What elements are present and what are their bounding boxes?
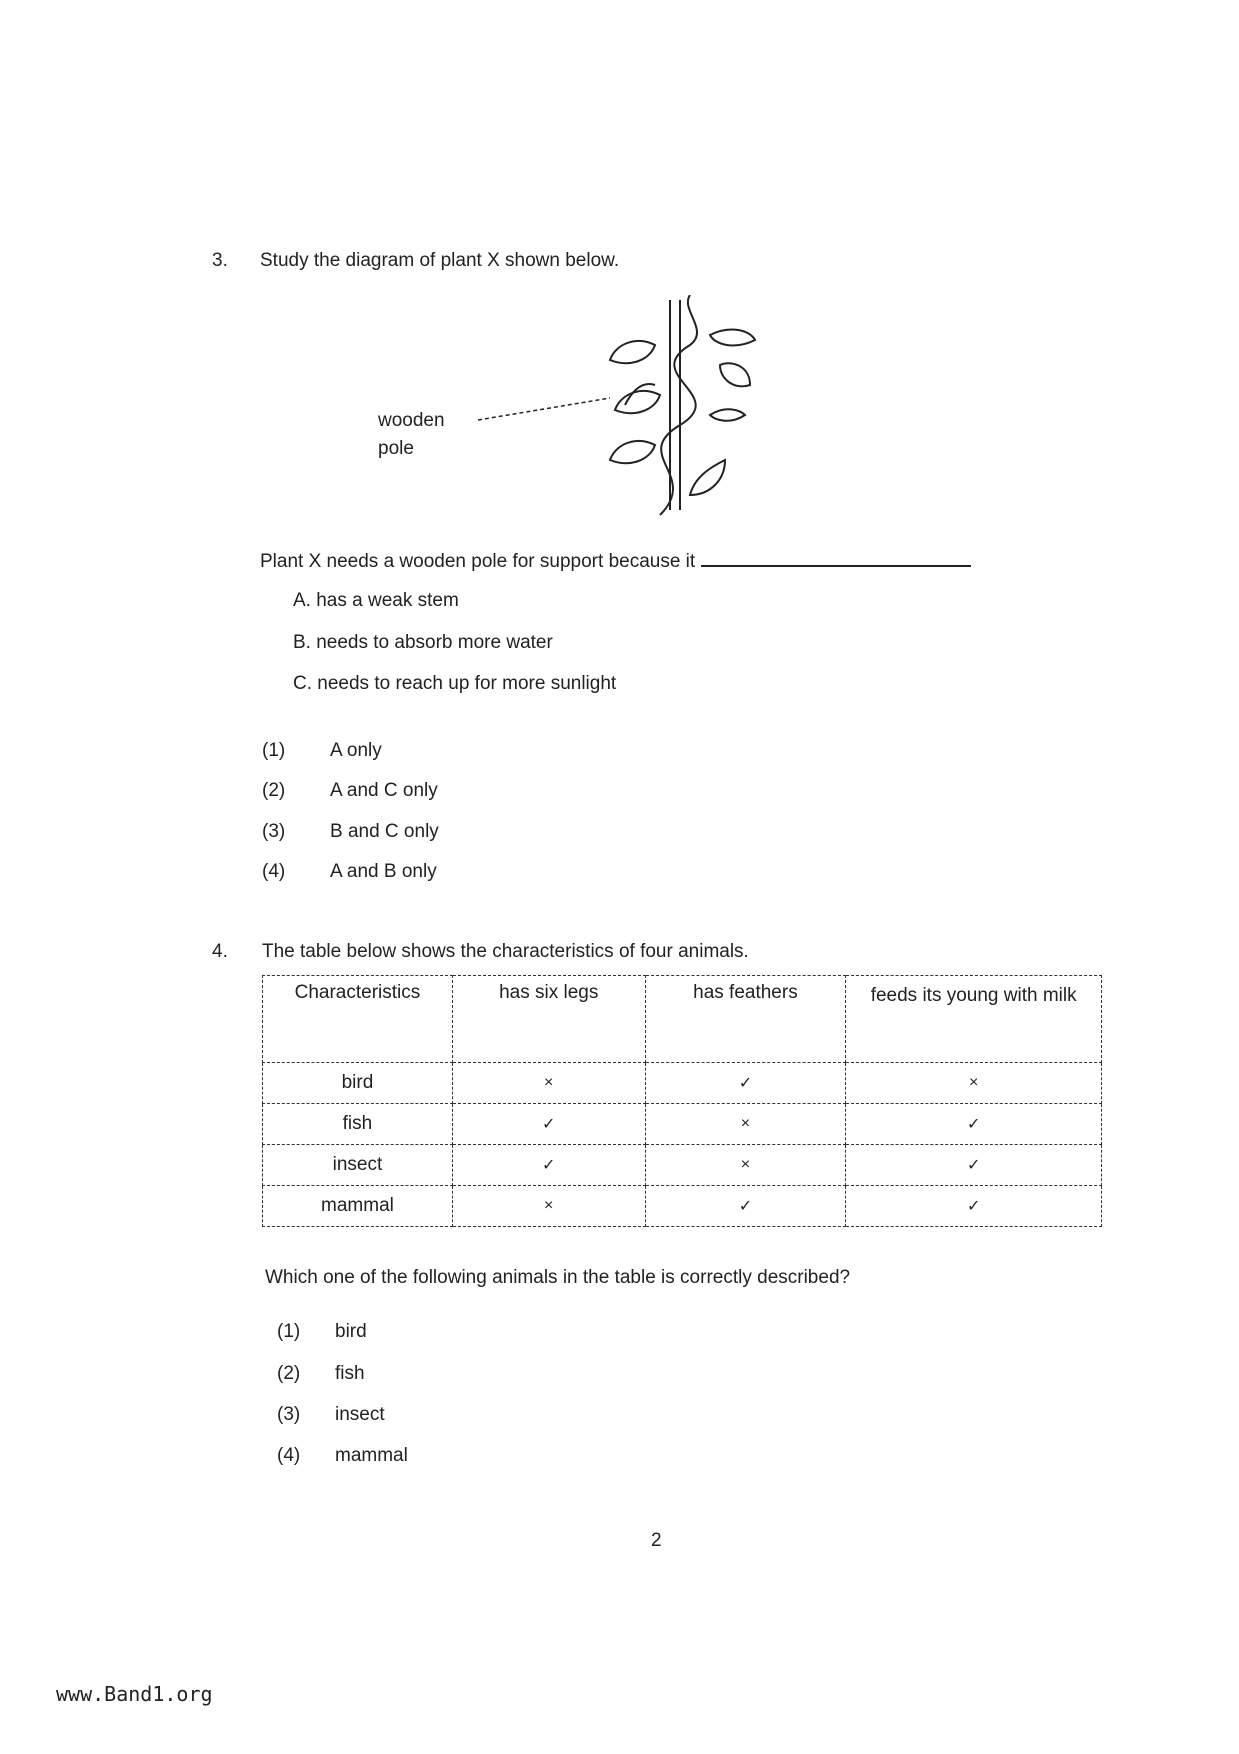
answer-blank	[701, 565, 971, 567]
footer-url: www.Band1.org	[56, 1682, 213, 1706]
mark-cell: ×	[452, 1186, 645, 1227]
q3-stem-text: Plant X needs a wooden pole for support because it	[260, 551, 696, 572]
table-row	[263, 1186, 1102, 1227]
mark-cell: ✓	[452, 1104, 645, 1145]
label-pole: pole	[378, 438, 414, 459]
q3-option-num: (4)	[262, 861, 286, 882]
q4-option-num: (4)	[277, 1445, 301, 1466]
q4-option-num: (2)	[277, 1363, 301, 1384]
mark-cell: ✓	[846, 1186, 1102, 1227]
header-cell: feeds its young with milk	[846, 976, 1102, 1063]
q3-option-num: (2)	[262, 780, 286, 801]
animal-cell: mammal	[263, 1186, 453, 1227]
table-row	[263, 1145, 1102, 1186]
q3-option[interactable]: A and B only	[330, 861, 437, 882]
q3-prompt: Study the diagram of plant X shown below.	[260, 250, 620, 271]
q3-option-num: (3)	[262, 821, 286, 842]
q4-number: 4.	[212, 941, 228, 962]
q3-option[interactable]: A only	[330, 740, 382, 761]
header-cell: has six legs	[452, 976, 645, 1063]
q3-stem	[260, 551, 971, 573]
animal-cell: fish	[263, 1104, 453, 1145]
label-pointer-line	[470, 395, 620, 425]
q3-option[interactable]: B and C only	[330, 821, 439, 842]
animal-characteristics-table	[262, 975, 1102, 1227]
header-cell: Characteristics	[263, 976, 453, 1063]
mark-cell: ×	[452, 1063, 645, 1104]
q4-option[interactable]: mammal	[335, 1445, 408, 1466]
q4-option[interactable]: insect	[335, 1404, 385, 1425]
q3-number: 3.	[212, 250, 228, 271]
q3-option[interactable]: A and C only	[330, 780, 438, 801]
mark-cell: ×	[645, 1145, 846, 1186]
mark-cell: ✓	[452, 1145, 645, 1186]
table-row	[263, 1104, 1102, 1145]
page-number: 2	[651, 1530, 662, 1551]
table-row	[263, 1063, 1102, 1104]
statement-c: C. needs to reach up for more sunlight	[293, 673, 617, 694]
mark-cell: ✓	[846, 1145, 1102, 1186]
label-wooden: wooden	[378, 410, 445, 431]
q4-prompt: The table below shows the characteristics of four animals.	[262, 941, 749, 962]
animal-cell: bird	[263, 1063, 453, 1104]
q3-option-num: (1)	[262, 740, 286, 761]
q4-option[interactable]: fish	[335, 1363, 365, 1384]
mark-cell: ×	[645, 1104, 846, 1145]
statement-b: B. needs to absorb more water	[293, 632, 553, 653]
header-cell: has feathers	[645, 976, 846, 1063]
q4-option-num: (1)	[277, 1321, 301, 1342]
table-header-row	[263, 976, 1102, 1063]
statement-a: A. has a weak stem	[293, 590, 459, 611]
q4-option-num: (3)	[277, 1404, 301, 1425]
animal-cell: insect	[263, 1145, 453, 1186]
q4-option[interactable]: bird	[335, 1321, 367, 1342]
mark-cell: ✓	[645, 1063, 846, 1104]
mark-cell: ✓	[846, 1104, 1102, 1145]
q4-question: Which one of the following animals in the table is correctly described?	[265, 1267, 851, 1288]
mark-cell: ×	[846, 1063, 1102, 1104]
mark-cell: ✓	[645, 1186, 846, 1227]
